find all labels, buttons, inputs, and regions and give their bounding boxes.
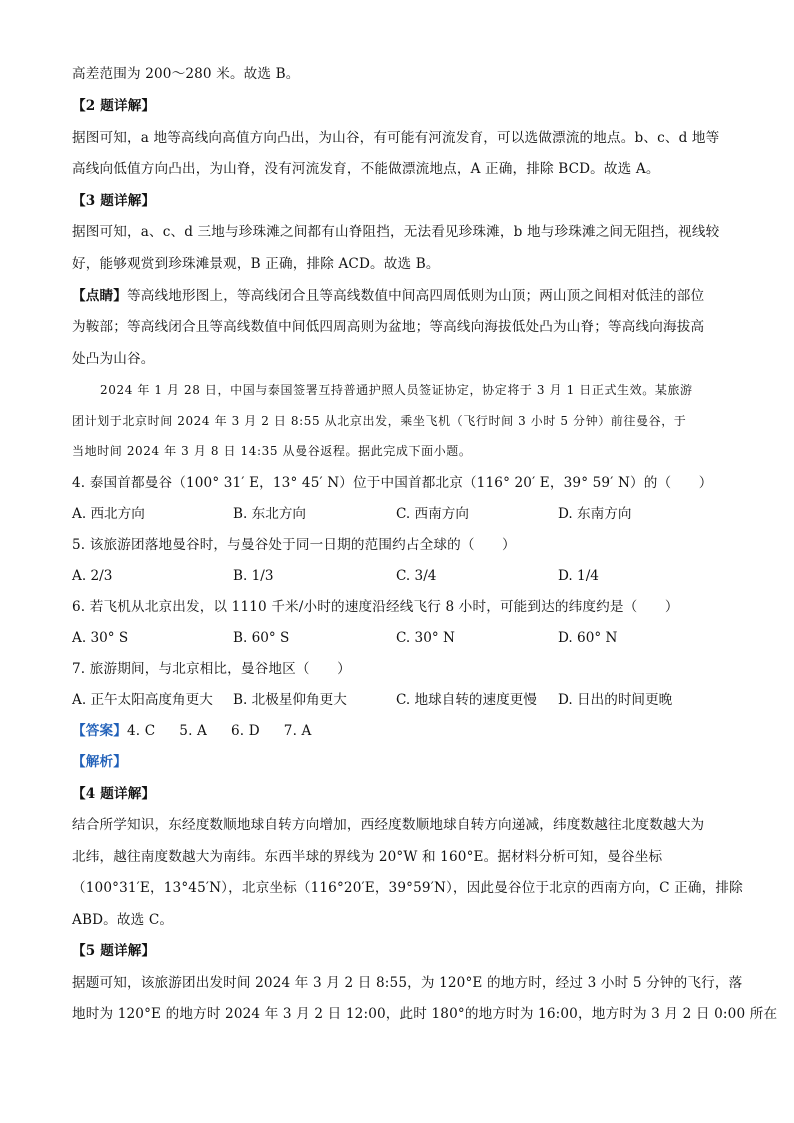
q6-option-a: A. 30° S (72, 630, 129, 646)
text-line: 据图可知，a、c、d 三地与珍珠滩之间都有山脊阻挡，无法看见珍珠滩，b 地与珍珠滩之间无阻挡，视线较 (72, 224, 720, 240)
q6-option-c: C. 30° N (396, 630, 455, 646)
tip-label: 【点睛】 (72, 288, 127, 304)
question-4: 4. 泰国首都曼谷（100° 31′ E，13° 45′ N）位于中国首都北京（116° 20′ E，39° 59′ N）的（ ） (72, 475, 713, 491)
text-line: （100°31′E，13°45′N），北京坐标（116°20′E，39°59′N），因此曼谷位于北京的西南方向，C 正确，排除 (72, 880, 743, 896)
section-heading: 【5 题详解】 (72, 943, 156, 959)
q7-option-d: D. 日出的时间更晚 (558, 692, 673, 708)
question-5: 5. 该旅游团落地曼谷时，与曼谷处于同一日期的范围约占全球的（ ） (72, 537, 516, 553)
text-line: 据图可知，a 地等高线向高值方向凸出，为山谷，有可能有河流发育，可以选做漂流的地点。b、c、d 地等 (72, 130, 720, 146)
material-line: 团计划于北京时间 2024 年 3 月 2 日 8:55 从北京出发，乘坐飞机（飞行时间 3 小时 5 分钟）前往曼谷，于 (72, 414, 687, 428)
section-heading: 【2 题详解】 (72, 98, 156, 114)
q4-option-c: C. 西南方向 (396, 506, 469, 522)
text-line: ABD。故选 C。 (72, 912, 174, 928)
q7-option-b: B. 北极星仰角更大 (233, 692, 347, 708)
q5-option-c: C. 3/4 (396, 568, 437, 584)
q6-option-d: D. 60° N (558, 630, 618, 646)
question-7: 7. 旅游期间，与北京相比，曼谷地区（ ） (72, 661, 351, 677)
q4-option-a: A. 西北方向 (72, 506, 145, 522)
question-6: 6. 若飞机从北京出发，以 1110 千米/小时的速度沿经线飞行 8 小时，可能到达的纬度约是（ ） (72, 599, 679, 615)
text-line: 高差范围为 200～280 米。故选 B。 (72, 66, 300, 82)
answer-label: 【答案】 (72, 723, 127, 739)
q5-option-d: D. 1/4 (558, 568, 599, 584)
section-heading: 【4 题详解】 (72, 786, 156, 802)
q5-option-b: B. 1/3 (233, 568, 274, 584)
text-line: 结合所学知识，东经度数顺地球自转方向增加，西经度数顺地球自转方向递减，纬度数越往北度数越大为 (72, 817, 705, 833)
q5-option-a: A. 2/3 (72, 568, 113, 584)
text-line: 地时为 120°E 的地方时 2024 年 3 月 2 日 12:00，此时 180°的地方时为 16:00，地方时为 3 月 2 日 0:00 所在 (72, 1006, 778, 1022)
text-line: 为鞍部；等高线闭合且等高线数值中间低四周高则为盆地；等高线向海拔低处凸为山脊；等高线向海拔高 (72, 319, 705, 335)
q4-option-b: B. 东北方向 (233, 506, 307, 522)
text-line: 据题可知，该旅游团出发时间 2024 年 3 月 2 日 8:55，为 120°E 的地方时，经过 3 小时 5 分钟的飞行，落 (72, 975, 743, 991)
answer-line (72, 721, 732, 741)
analysis-heading: 【解析】 (72, 754, 127, 770)
answer-item: 7. A (283, 723, 312, 739)
material-line: 当地时间 2024 年 3 月 8 日 14:35 从曼谷返程。据此完成下面小题。 (72, 444, 472, 458)
text-line: 高线向低值方向凸出，为山脊，没有河流发育，不能做漂流地点，A 正确，排除 BCD。故选 A。 (72, 161, 660, 177)
tip-text: 等高线地形图上，等高线闭合且等高线数值中间高四周低则为山顶；两山顶之间相对低洼的部位 (126, 288, 705, 304)
answer-item: 6. D (231, 723, 260, 739)
q7-option-c: C. 地球自转的速度更慢 (396, 692, 537, 708)
text-line: 北纬，越往南度数越大为南纬。东西半球的界线为 20°W 和 160°E。据材料分析可知，曼谷坐标 (72, 849, 663, 865)
answer-item: 5. A (179, 723, 207, 739)
section-heading: 【3 题详解】 (72, 193, 156, 209)
tip-paragraph (72, 286, 732, 306)
material-line: 2024 年 1 月 28 日，中国与泰国签署互持普通护照人员签证协定，协定将于 3 月 1 日正式生效。某旅游 (100, 383, 693, 397)
q4-option-d: D. 东南方向 (558, 506, 632, 522)
text-line: 处凸为山谷。 (72, 351, 155, 367)
answer-item: 4. C (126, 723, 156, 739)
text-line: 好，能够观赏到珍珠滩景观，B 正确，排除 ACD。故选 B。 (72, 256, 440, 272)
q6-option-b: B. 60° S (233, 630, 290, 646)
q7-option-a: A. 正午太阳高度角更大 (72, 692, 213, 708)
